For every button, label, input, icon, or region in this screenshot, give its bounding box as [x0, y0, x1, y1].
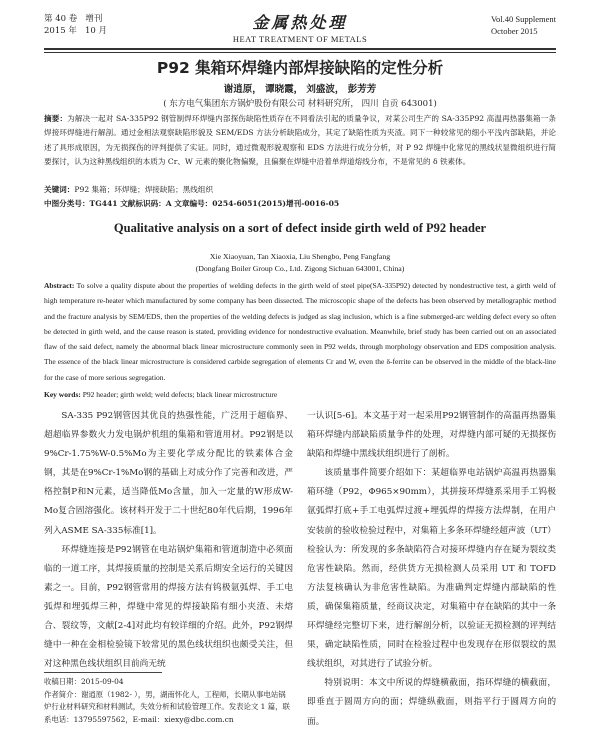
volume-en: Vol.40 Supplement	[490, 14, 556, 24]
keywords-cn	[44, 183, 556, 197]
affiliation-en: (Dongfang Boiler Group Co., Ltd. Zigong Sichuan 643001, China)	[195, 264, 405, 273]
body-paragraph: 一认识[5-6]。本文基于对一起采用P92钢管制作的高温再热器集箱环焊缝内部缺陷质量争件的处理，对焊缝内部可疑的无损探伤缺陷和焊缝中黑线状组织进行了剖析。	[307, 411, 556, 460]
date-en: October 2015	[490, 26, 538, 36]
keywords-en-text: P92 header; girth weld; weld defects; black linear microstructure	[82, 390, 278, 399]
keywords-en	[44, 388, 556, 402]
header-rule	[44, 52, 556, 53]
journal-title-en: HEAT TREATMENT OF METALS	[232, 34, 368, 44]
header-right	[491, 13, 556, 37]
journal-title-cn: 金属热处理	[252, 13, 348, 32]
keywords-cn-label: 关键词：	[44, 185, 75, 194]
classification-line: 中图分类号：TG441 文献标识码：A 文章编号：0254-6051(2015)增刊-0016-05	[44, 199, 340, 208]
keywords-cn-text: P92 集箱；环焊缝；焊接缺陷；黑线组织	[74, 185, 214, 194]
abstract-cn-text: 为解决一起对 SA-335P92 钢管制焊环焊缝内部探伤缺陷性质存在不同看法引起的质量争议，对某公司生产的 SA-335P92 高温再热器集箱一条焊接环焊缝进行解剖。通过金相法观察缺陷形貌及 SEM/EDS 方法分析缺陷成分，其定了缺陷性质为夹渣。同下一种较常见的细小平浅内部缺陷，并论述了具形成原因，为无损探伤的评判提供了实证。同时，通过微观形貌观察和 EDS 方法进行成分分析，对 P 92 焊缝中化常见的黑线状显微组织进行简要探讨，认为这种黑线组织的本质为 Cr、W 元素的聚化物偏聚，且偏聚在焊缝中沿着单焊道熔线分布，不是常见的 δ 铁素体。	[44, 114, 557, 166]
affiliation-cn: ( 东方电气集团东方锅炉股份有限公司 材料研究所， 四川 自贡 643001)	[163, 99, 437, 109]
journal-masthead	[44, 10, 556, 44]
body-paragraph: SA-335 P92钢管因其优良的热强性能，广泛用于超临界、超超临界参数火力发电锅炉机组的集箱和管道用材。P92钢是以9%Cr-1.75%W-0.5%Mo为主要化学成分配比的铁素体合金钢，其是在9%Cr-1%Mo钢的基础上对成分作了完善和改进，严格控制P和N元素，适当降低Mo含量，加入一定量的W形成W-Mo复合固溶强化。该材料开发于二十世纪80年代后期，1996年列入ASME SA-335标准[1]。	[44, 411, 293, 536]
body-paragraph: 该质量事件简要介绍如下：某超临界电站锅炉高温再热器集箱环缝（P92，Φ965×90mm），其拼接环焊缝系采用手工钨极氩弧焊打底+手工电弧焊过渡+埋弧焊的焊接方法焊制，在用户安装前的验收检验过程中，对集箱上多条环焊缝经超声波（UT）检验认为：所发现的多条缺陷符合对接环焊缝内存在疑为裂纹类危害性缺陷。然而，经供货方无损检测人员采用 UT 和 TOFD 方法复核确认为非危害性缺陷。为准确判定焊缝内部缺陷的性质，确保集箱质量，经商议决定，对集箱中存在缺陷的其中一条环焊缝经完整切下来，进行解剖分析，以验证无损检测的评判结果，确定缺陷性质，同时在检验过程中也发现存在形似裂纹的黑线状组织，对其进行了试验分析。	[307, 468, 556, 670]
abstract-en	[44, 278, 556, 385]
authors-en: Xie Xiaoyuan, Tan Xiaoxia, Liu Shengbo, Peng Fangfang	[209, 252, 391, 261]
body-column-left	[44, 407, 293, 674]
body-paragraph: 特别说明：本文中所说的焊缝横截面，指环焊缝的横截面，即垂直于圆周方向的面；焊缝纵截面，则指平行于圆周方向的面。	[307, 678, 556, 727]
abstract-cn-label: 摘要：	[44, 114, 68, 123]
year-cn: 2015 年	[44, 26, 77, 36]
received-date: 收稿日期：2015-09-04	[44, 677, 124, 686]
keywords-en-label: Key words:	[44, 390, 81, 399]
running-header	[44, 10, 556, 50]
volume-cn: 第 40 卷	[44, 14, 78, 24]
authors-cn: 谢逍原， 谭晓霞， 刘盛波， 彭芳芳	[223, 84, 377, 95]
month-cn: 10 月	[84, 26, 107, 36]
author-bio: 作者简介：谢逍原（1982- ），男，湖南怀化人，工程师，长期从事电站锅炉行业材料研究和材料测试，失效分析和试验管理工作。发表论文 1 篇，联系电话：13795597562，E-mail：xiexy@dbc.com.cn	[44, 689, 290, 724]
footnote-rule	[44, 672, 162, 673]
abstract-cn	[44, 112, 556, 169]
body-column-right	[307, 407, 556, 732]
abstract-en-text: To solve a quality dispute about the properties of welding defects in the girth weld of steel pipe(SA-335P92) detected by nondestructive test, a girth weld of high temperature re-heater which manufactured by some company has been dissected. The microscopic shape of the defects has been observed by metallographic method and the fracture analysis by SEM/EDS, then the properties of the welding defects is judged as slag inclusion, which is a fine submerged-arc welding defect every so often be detected in girth weld, and the cause reason is stated, providing evidence for nondestructive evaluation. Meanwhile, brief study has been carried out on an associated flaw of the said defect, namely the abnormal black linear microstructure commonly seen in P92 welds, through morphology observation and EDS composition analysis. The essence of the black linear microstructure is considered carbide segregation of elements Cr and W, even the δ-ferrite can be observed in the middle of the black-line for the case of more serious segregation.	[44, 281, 556, 382]
footnote	[44, 676, 293, 726]
abstract-en-label: Abstract:	[44, 281, 75, 290]
article-title-cn: P92 集箱环焊缝内部焊接缺陷的定性分析	[156, 59, 444, 77]
body-paragraph: 环焊缝连接是P92钢管在电站锅炉集箱和管道制造中必须面临的一道工序，其焊接质量的控制是关系后期安全运行的关键因素之一。目前，P92钢管常用的焊接方法有钨极氩弧焊、手工电弧焊和埋弧焊三种，焊缝中常见的焊接缺陷有细小夹渣、未熔合、裂纹等，文献[2-4]对此均有较详细的介绍。此外，P92钢焊缝中一种在金相检验镜下较常见的黑色线状组织也颇受关注，但对这种黑色线状组织目前尚无统	[44, 544, 293, 670]
article-title-en: Qualitative analysis on a sort of defect inside girth weld of P92 header	[113, 221, 487, 235]
issue-cn: 增刊	[85, 14, 103, 24]
